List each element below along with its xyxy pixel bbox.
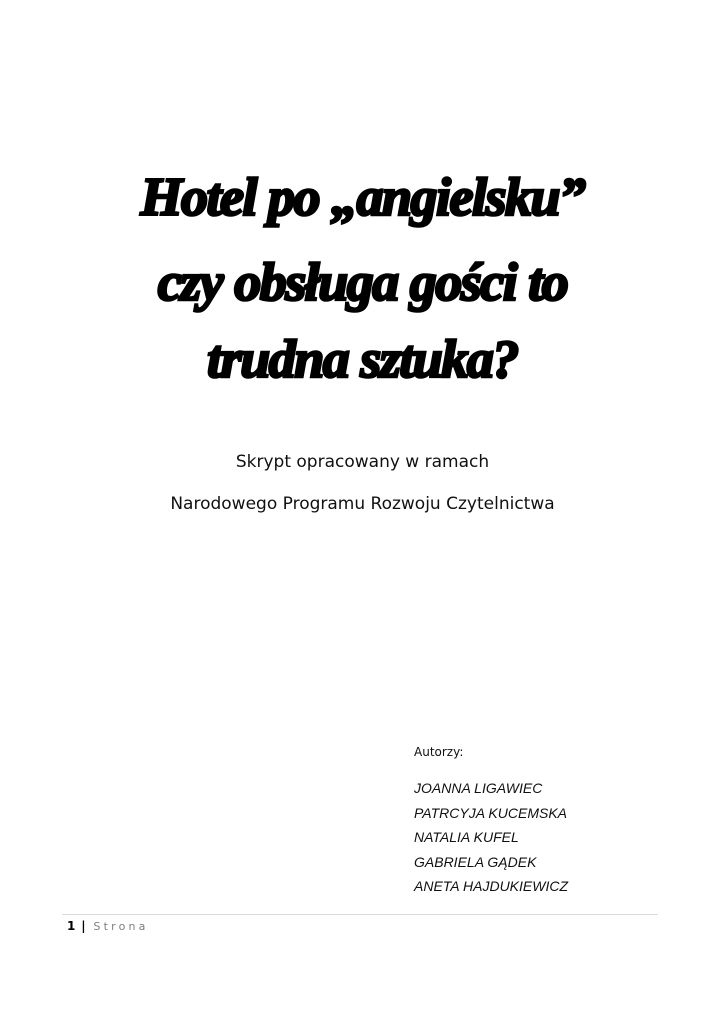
page-word: Strona	[93, 920, 149, 933]
page-number: 1	[67, 919, 76, 933]
footer-divider	[62, 914, 658, 915]
footer-separator: |	[81, 919, 86, 933]
authors-list	[414, 778, 568, 901]
author-name: PATRCYJA KUCEMSKA	[414, 804, 567, 821]
author-name: GABRIELA GĄDEK	[414, 853, 537, 870]
title-line-3: trudna sztuka?	[207, 329, 518, 389]
subtitle-line-1: Skrypt opracowany w ramach	[235, 452, 490, 472]
author-name: JOANNA LIGAWIEC	[414, 780, 543, 796]
page-footer	[67, 919, 149, 933]
title-line-2: czy obsługa gości to	[157, 252, 568, 312]
subtitle-line-2: Narodowego Programu Rozwoju Czytelnictwa	[170, 494, 555, 514]
authors-label: Autorzy:	[414, 745, 464, 759]
author-name: NATALIA KUFEL	[414, 829, 519, 845]
title-line-1: Hotel po „angielsku”	[140, 167, 585, 227]
author-name: ANETA HAJDUKIEWICZ	[414, 878, 569, 894]
